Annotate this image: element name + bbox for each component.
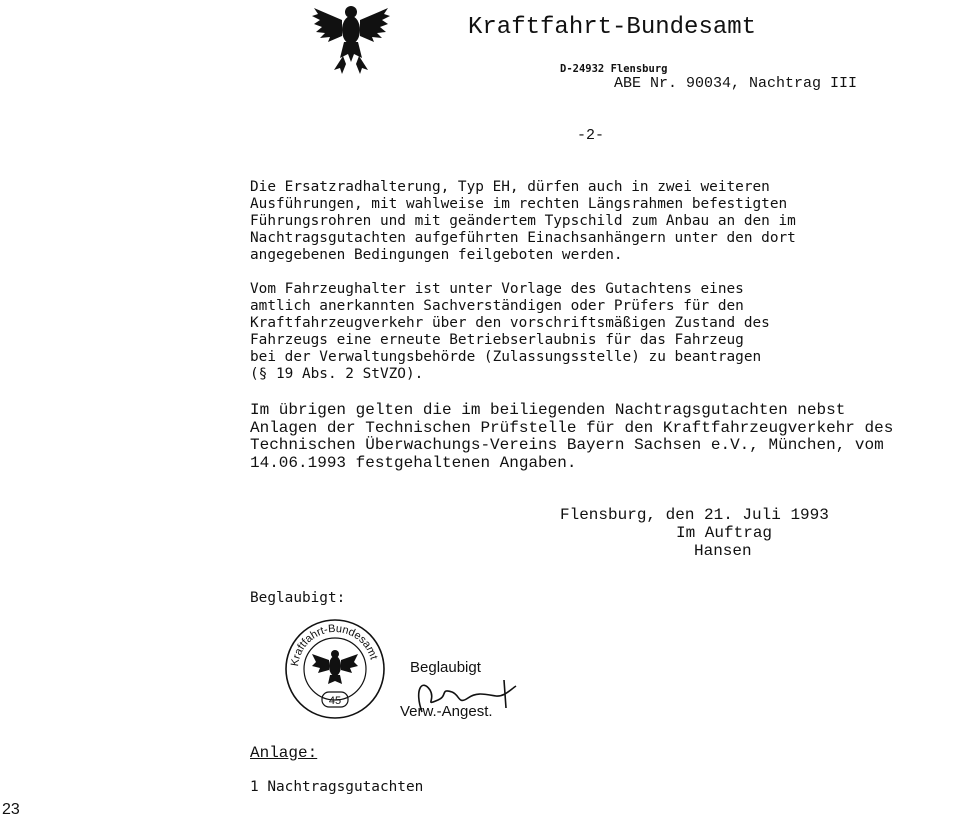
body-paragraph-2: Vom Fahrzeughalter ist unter Vorlage des Gutachtens eines amtlich anerkannten Sachverständigen oder Prüfers für den Kraftfahrzeugverkehr über den vorschriftsmäßigen Zustand des Fahrzeugs eine erneute Betriebserlaubnis für das Fahrzeug bei der Verwaltungsbehörde (Zulassungsstelle) zu beantragen (§ 19 Abs. 2 StVZO). (250, 281, 770, 382)
certification-stamp (400, 650, 520, 728)
seal-text: Kraftfahrt-Bundesamt (289, 622, 380, 668)
body-paragraph-1: Die Ersatzradhalterung, Typ EH, dürfen auch in zwei weiteren Ausführungen, mit wahlweise im rechten Längsrahmen befestigten Führungsrohren und mit geändertem Typschild zum Anbau an den im Nachtragsgutachten aufgeführten Einachsanhängern unter den dort angegebenen Bedingungen feilgeboten werden. (250, 179, 796, 263)
attachment-heading: Anlage: (250, 744, 318, 762)
certification-label: Beglaubigt: (250, 590, 346, 606)
signature-on-behalf: Im Auftrag (676, 524, 773, 542)
agency-name: Kraftfahrt-Bundesamt (468, 14, 757, 41)
reference-number: ABE Nr. 90034, Nachtrag III (614, 75, 858, 92)
stamp-line-1: Beglaubigt (410, 659, 481, 676)
page-number: -2- (577, 127, 605, 144)
sheet-number: 23 (2, 801, 20, 818)
body-paragraph-3: Im übrigen gelten die im beiliegenden Nachtragsgutachten nebst Anlagen der Technischen Prüfstelle für den Kraftfahrzeugverkehr des Technischen Überwachungs-Vereins Bayern Sachsen e.V., München, vom 14.06.1993 festgehaltenen Angaben. (250, 401, 894, 472)
seal-number: 45 (328, 695, 342, 707)
attachment-item: 1 Nachtragsgutachten (250, 779, 424, 795)
stamp-line-2: Verw.-Angest. (400, 703, 493, 720)
signature-block (560, 506, 829, 560)
official-seal (284, 618, 386, 720)
agency-address: D-24932 Flensburg (560, 63, 668, 75)
seal-eagle-icon (312, 650, 358, 684)
signature-name: Hansen (694, 542, 752, 560)
federal-eagle-icon (310, 0, 392, 76)
signature-place-date: Flensburg, den 21. Juli 1993 (560, 506, 829, 524)
